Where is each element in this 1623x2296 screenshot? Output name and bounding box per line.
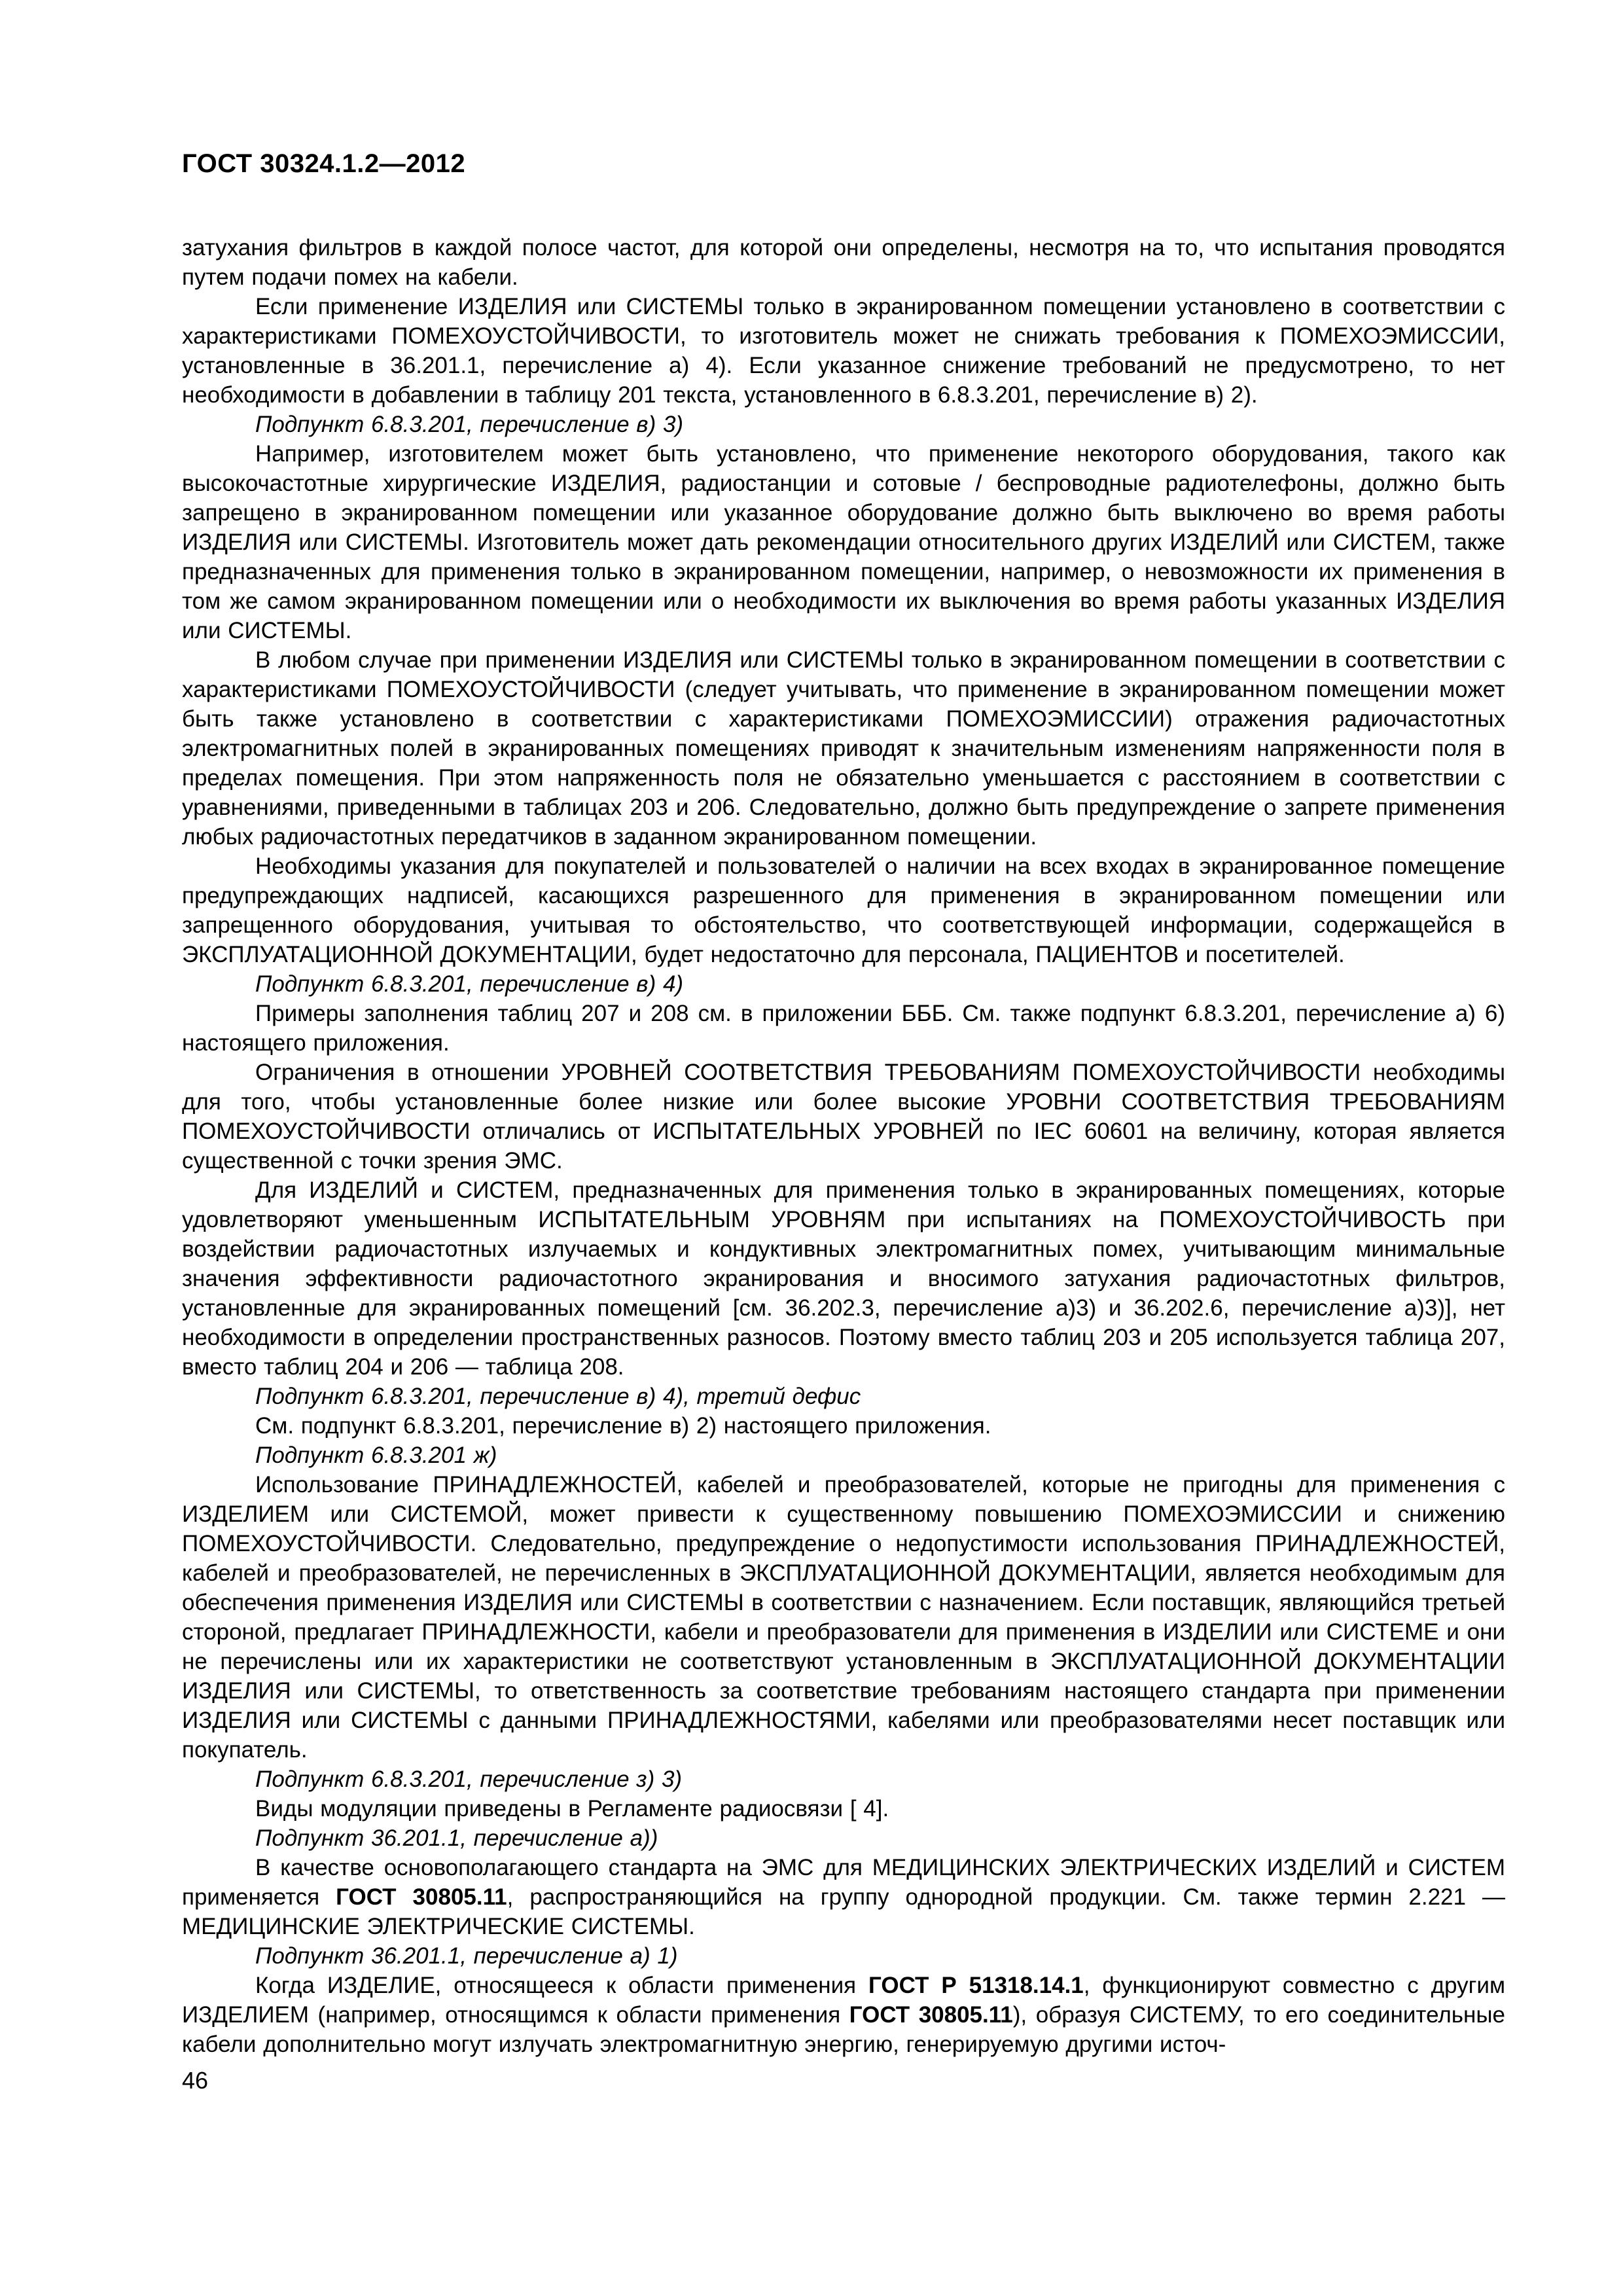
subpoint-heading: Подпункт 6.8.3.201, перечисление в) 4) [255,971,684,997]
paragraph [182,1853,1505,1941]
subpoint-heading: Подпункт 6.8.3.201, перечисление з) 3) [255,1767,683,1792]
paragraph: Ограничения в отношении УРОВНЕЙ СООТВЕТСТВИЯ ТРЕБОВАНИЯМ ПОМЕХОУСТОЙЧИВОСТИ необходимы для того, чтобы установленные более низкие или более высокие УРОВНИ СООТВЕТСТВИЯ ТРЕБОВАНИЯМ ПОМЕХОУСТОЙЧИВОСТИ отличались от ИСПЫТАТЕЛЬНЫХ УРОВНЕЙ по IEC 60601 на величину, которая является существенной с точки зрения ЭМС. [182,1060,1505,1174]
paragraph: В любом случае при применении ИЗДЕЛИЯ или СИСТЕМЫ только в экранированном помещении в соответствии с характеристиками ПОМЕХОУСТОЙЧИВОСТИ (следует учитывать, что применение в экранированном помещении может быть также установлено в соответствии с характеристиками ПОМЕХОЭМИССИИ) отражения радиочастотных электромагнитных полей в экранированных помещениях приводят к значительным изменениям напряженности поля в пределах помещения. При этом напряженность поля не обязательно уменьшается с расстоянием в соответствии с уравнениями, приведенными в таблицах 203 и 206. Следовательно, должно быть предупреждение о запрете применения любых радиочастотных передатчиков в заданном экранированном помещении. [182,647,1505,850]
standard-reference: ГОСТ Р 51318.14.1 [868,1973,1084,1998]
paragraph: затухания фильтров в каждой полосе частот, для которой они определены, несмотря на то, что испытания проводятся путем подачи помех на кабели. [182,235,1505,290]
subpoint-heading: Подпункт 6.8.3.201 ж) [255,1443,497,1468]
paragraph-text: В качестве основополагающего стандарта на ЭМС для МЕДИЦИНСКИХ ЭЛЕКТРИЧЕСКИХ ИЗДЕЛИЙ и СИСТЕМ применяется [182,1855,1505,1910]
paragraph-text: , распространяющийся на группу однородной продукции. См. также термин 2.221 — МЕДИЦИНСКИЕ ЭЛЕКТРИЧЕСКИЕ СИСТЕМЫ. [182,1884,1505,1939]
subpoint-heading: Подпункт 36.201.1, перечисление а)) [255,1825,658,1851]
paragraph: Использование ПРИНАДЛЕЖНОСТЕЙ, кабелей и преобразователей, которые не пригодны для применения с ИЗДЕЛИЕМ или СИСТЕМОЙ, может привести к существенному повышению ПОМЕХОЭМИССИИ и снижению ПОМЕХОУСТОЙЧИВОСТИ. Следовательно, предупреждение о недопустимости использования ПРИНАДЛЕЖНОСТЕЙ, кабелей и преобразователей, не перечисленных в ЭКСПЛУАТАЦИОННОЙ ДОКУМЕНТАЦИИ, является необходимым для обеспечения применения ИЗДЕЛИЯ или СИСТЕМЫ в соответствии с назначением. Если поставщик, являющийся третьей стороной, предлагает ПРИНАДЛЕЖНОСТИ, кабели и преобразователи для применения в ИЗДЕЛИИ или СИСТЕМЕ и они не перечислены или их характеристики не соответствуют установленным в ЭКСПЛУАТАЦИОННОЙ ДОКУМЕНТАЦИИ ИЗДЕЛИЯ или СИСТЕМЫ, то ответственность за соответствие требованиям настоящего стандарта при применении ИЗДЕЛИЯ или СИСТЕМЫ с данными ПРИНАДЛЕЖНОСТЯМИ, кабелями или преобразователями несет поставщик или покупатель. [182,1472,1505,1763]
document-body [182,233,1505,2095]
standard-reference: ГОСТ 30805.11 [849,2002,1013,2028]
paragraph: Если применение ИЗДЕЛИЯ или СИСТЕМЫ только в экранированном помещении установлено в соответствии с характеристиками ПОМЕХОУСТОЙЧИВОСТИ, то изготовитель может не снижать требования к ПОМЕХОЭМИССИИ, установленные в 36.201.1, перечисление а) 4). Если указанное снижение требований не предусмотрено, то нет необходимости в добавлении в таблицу 201 текста, установленного в 6.8.3.201, перечисление в) 2). [182,294,1505,408]
paragraph: Необходимы указания для покупателей и пользователей о наличии на всех входах в экранированное помещение предупреждающих надписей, касающихся разрешенного для применения в экранированном помещении или запрещенного оборудования, учитывая то обстоятельство, что соответствующей информации, содержащейся в ЭКСПЛУАТАЦИОННОЙ ДОКУМЕНТАЦИИ, будет недостаточно для персонала, ПАЦИЕНТОВ и посетителей. [182,853,1505,967]
paragraph: Для ИЗДЕЛИЙ и СИСТЕМ, предназначенных для применения только в экранированных помещениях, которые удовлетворяют уменьшенным ИСПЫТАТЕЛЬНЫМ УРОВНЯМ при испытаниях на ПОМЕХОУСТОЙЧИВОСТЬ при воздействии радиочастотных излучаемых и кондуктивных электромагнитных помех, учитывающим минимальные значения эффективности радиочастотного экранирования и вносимого затухания радиочастотных фильтров, установленные для экранированных помещений [см. 36.202.3, перечисление а)3) и 36.202.6, перечисление а)3)], нет необходимости в определении пространственных разносов. Поэтому вместо таблиц 203 и 205 используется таблица 207, вместо таблиц 204 и 206 — таблица 208. [182,1177,1505,1380]
subpoint-heading: Подпункт 6.8.3.201, перечисление в) 4), третий дефис [255,1384,861,1409]
page-number: 46 [182,2067,209,2094]
paragraph [182,1971,1505,2059]
paragraph-text: Когда ИЗДЕЛИЕ, относящееся к области применения [255,1973,869,1998]
subpoint-heading: Подпункт 6.8.3.201, перечисление в) 3) [255,412,684,437]
standard-reference: ГОСТ 30805.11 [336,1884,507,1910]
paragraph-text: ), образуя СИСТЕМУ, то его соединительные кабели дополнительно могут излучать электромагнитную энергию, генерируемую другими источ- [182,2002,1505,2057]
paragraph: См. подпункт 6.8.3.201, перечисление в) 2) настоящего приложения. [255,1413,991,1439]
document-header: ГОСТ 30324.1.2—2012 [182,149,466,178]
paragraph-text: , функционируют совместно с другим ИЗДЕЛИЕМ (например, относящимся к области применения [182,1973,1506,2028]
subpoint-heading: Подпункт 36.201.1, перечисление а) 1) [255,1943,678,1969]
paragraph: Примеры заполнения таблиц 207 и 208 см. в приложении БББ. См. также подпункт 6.8.3.201, перечисление а) 6) настоящего приложения. [182,1001,1505,1056]
paragraph: Виды модуляции приведены в Регламенте радиосвязи [ 4]. [255,1796,889,1821]
paragraph: Например, изготовителем может быть установлено, что применение некоторого оборудования, такого как высокочастотные хирургические ИЗДЕЛИЯ, радиостанции и сотовые / беспроводные радиотелефоны, должно быть запрещено в экранированном помещении или указанное оборудование должно быть выключено во время работы ИЗДЕЛИЯ или СИСТЕМЫ. Изготовитель может дать рекомендации относительного других ИЗДЕЛИЙ или СИСТЕМ, также предназначенных для применения только в экранированном помещении, например, о невозможности их применения в том же самом экранированном помещении или о необходимости их выключения во время работы указанных ИЗДЕЛИЯ или СИСТЕМЫ. [182,441,1505,643]
